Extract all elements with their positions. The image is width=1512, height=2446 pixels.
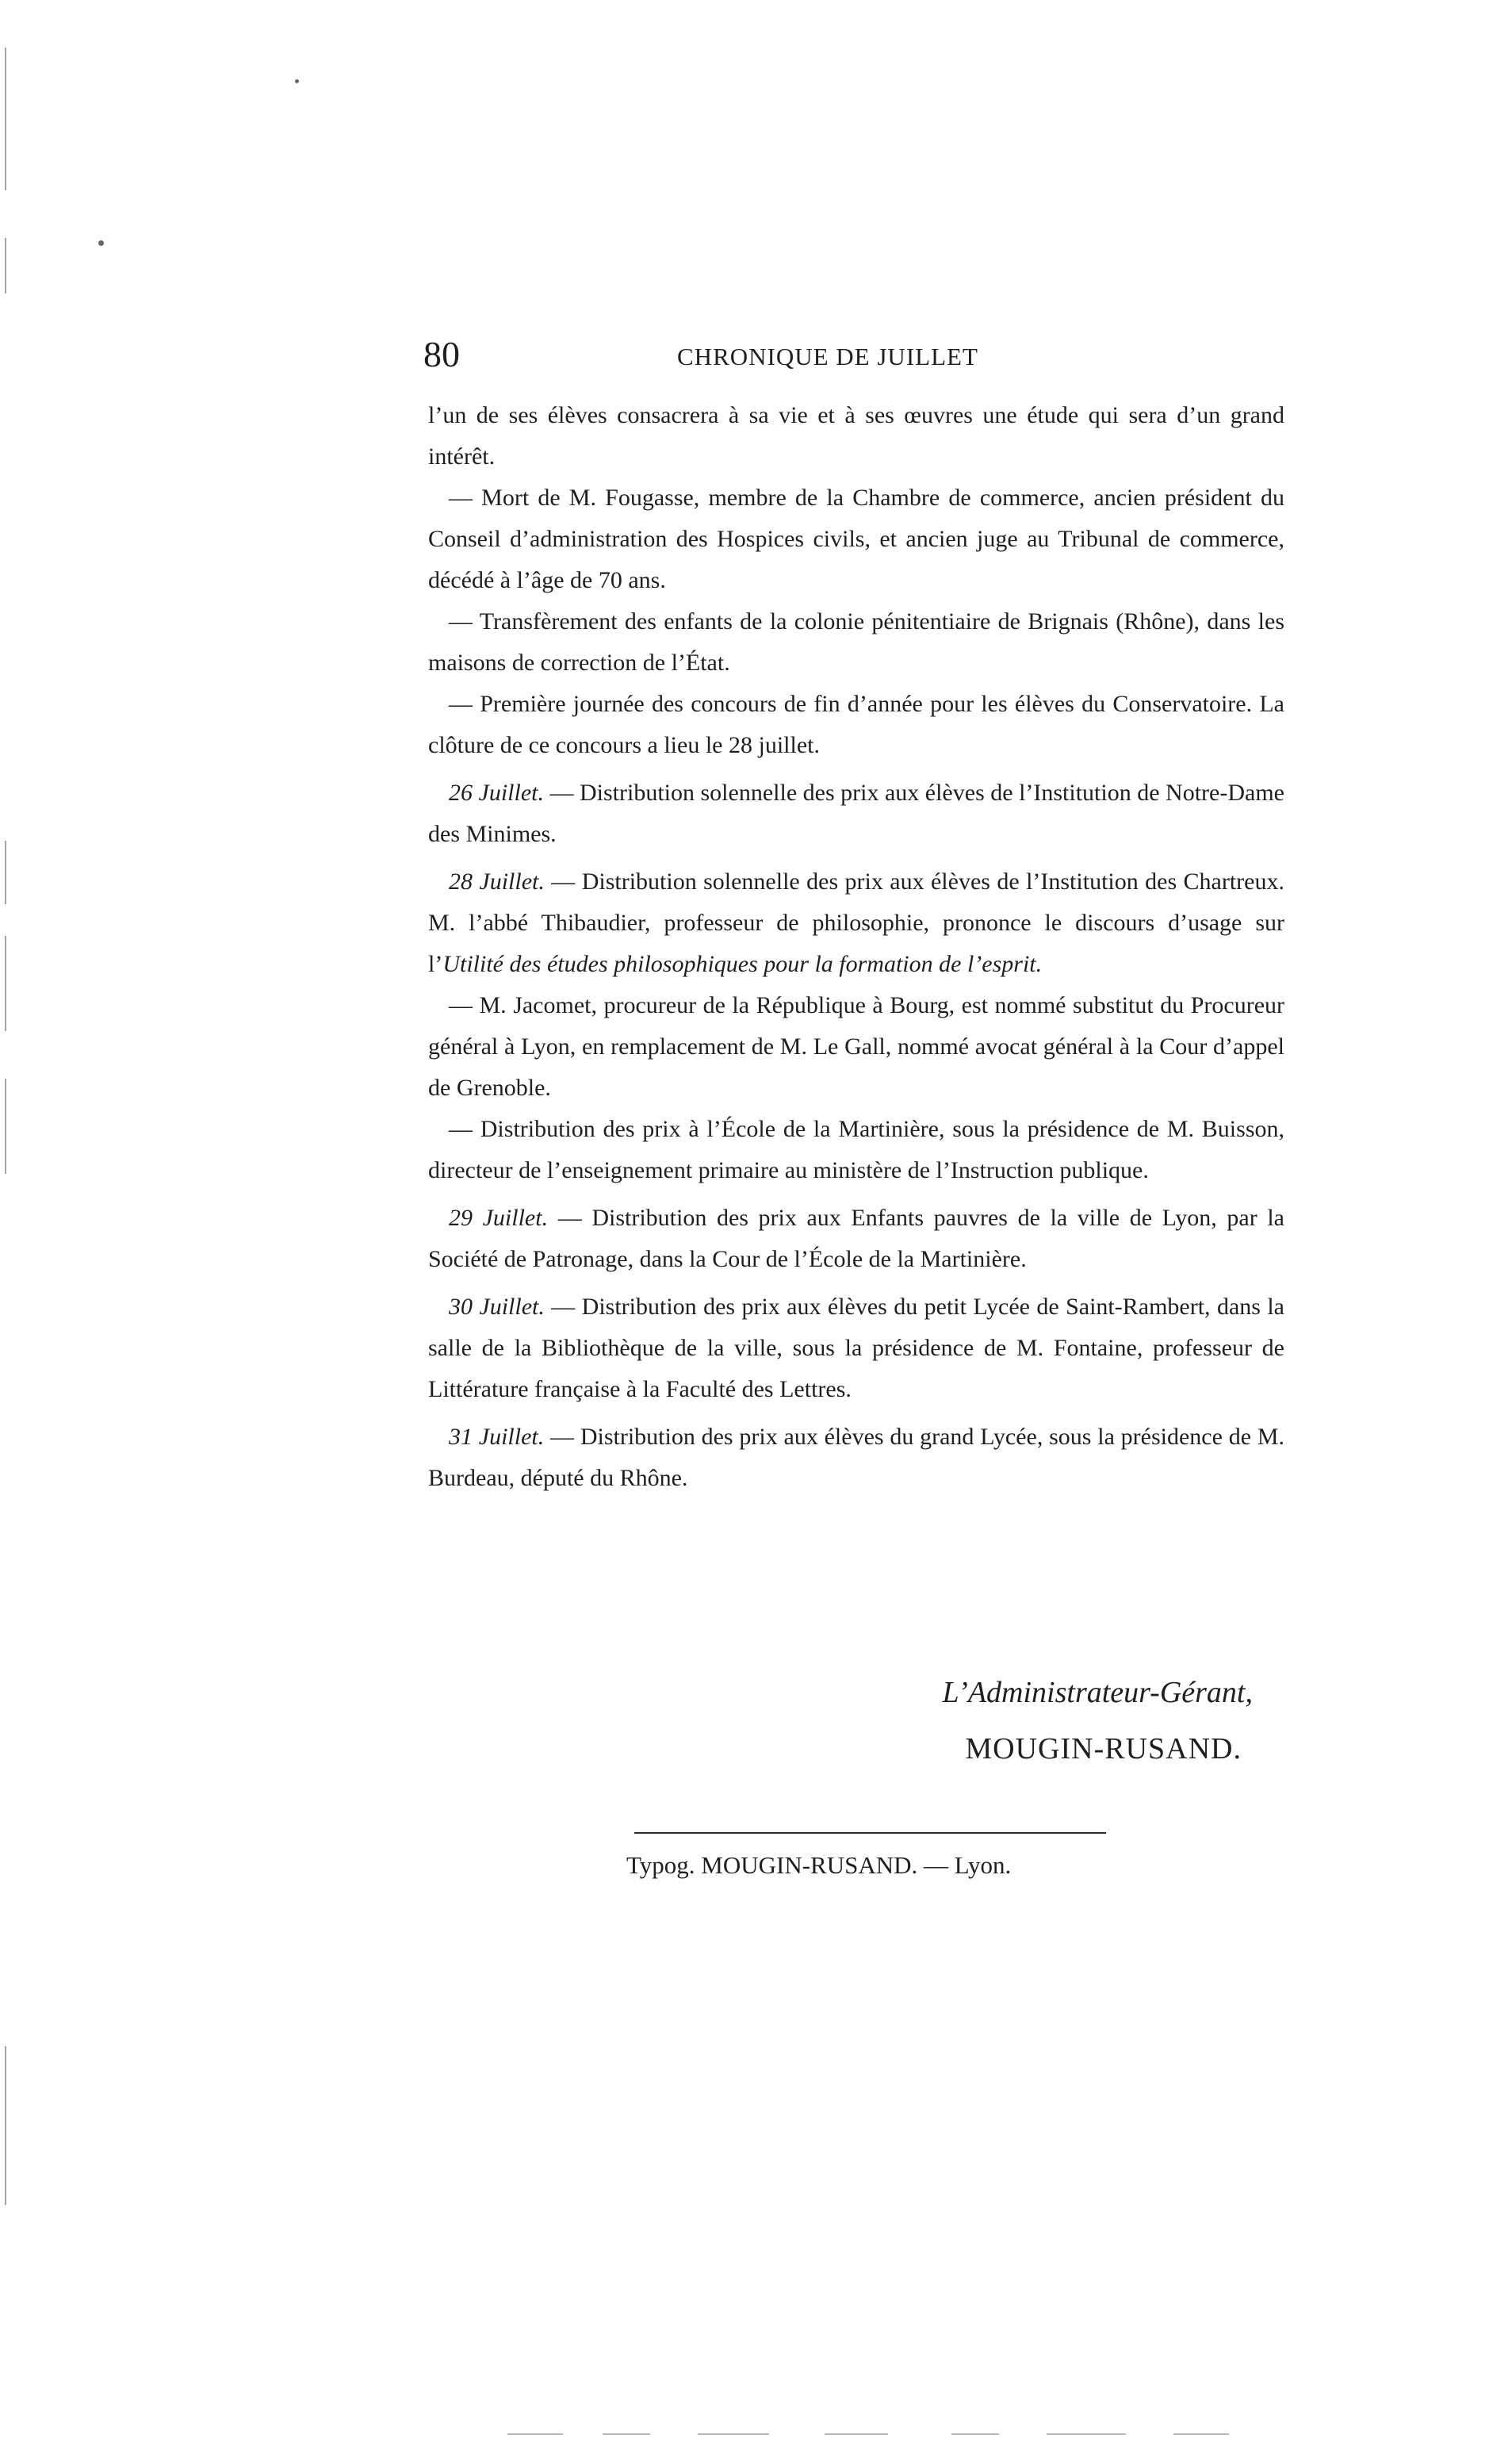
- paragraph-text: — Distribution des prix à l’École de la Martinière, sous la présidence de M. Buisson, directeur de l’enseignement primaire au ministère de l’Instruction publique.: [428, 1116, 1284, 1183]
- entry-date: 30 Juillet.: [449, 1294, 545, 1320]
- scan-edge-line: [5, 936, 6, 1031]
- paragraph-text: — Distribution des prix aux élèves du petit Lycée de Saint-Rambert, dans la salle de la Bibliothèque de la ville, sous la présidence de M. Fontaine, professeur de Littérature française à la Faculté des Lettres.: [428, 1294, 1284, 1402]
- entry-date: 28 Juillet.: [449, 868, 545, 895]
- imprint-rule: [634, 1832, 1106, 1834]
- paragraph: [428, 985, 1284, 1109]
- scan-edge-line: [5, 1079, 6, 1174]
- scan-edge-line: [5, 48, 6, 190]
- running-title: CHRONIQUE DE JUILLET: [677, 343, 978, 370]
- paragraph: [428, 395, 1284, 477]
- dated-entry: [428, 1198, 1284, 1280]
- scan-speck: [295, 79, 299, 83]
- dated-entry: [428, 1417, 1284, 1499]
- paragraph-text: — Mort de M. Fougasse, membre de la Chambre de commerce, ancien président du Conseil d’administration des Hospices civils, et ancien juge au Tribunal de commerce, décédé à l’âge de 70 ans.: [428, 485, 1284, 593]
- chronicle-text: [428, 395, 1284, 1499]
- scan-edge-line: [951, 2433, 999, 2435]
- signatory-name: MOUGIN-RUSAND.: [965, 1732, 1242, 1765]
- discourse-title: Utilité des études philosophiques pour la formation de l’esprit.: [442, 951, 1043, 977]
- paragraph-text: — Distribution des prix aux Enfants pauvres de la ville de Lyon, par la Société de Patronage, dans la Cour de l’École de la Martinière.: [428, 1205, 1284, 1272]
- paragraph-text: — Distribution des prix aux élèves du grand Lycée, sous la présidence de M. Burdeau, député du Rhône.: [428, 1424, 1284, 1491]
- printer-imprint: Typog. MOUGIN-RUSAND. — Lyon.: [626, 1851, 1012, 1879]
- scan-edge-line: [5, 238, 6, 293]
- scan-edge-line: [507, 2433, 563, 2435]
- dated-entry: [428, 1286, 1284, 1410]
- paragraph: [428, 477, 1284, 601]
- page-header: [423, 327, 1288, 382]
- scan-edge-line: [5, 2046, 6, 2205]
- dated-entry: [428, 773, 1284, 855]
- entry-date: 31 Juillet.: [449, 1424, 545, 1450]
- scan-speck: [98, 240, 104, 246]
- paragraph: [428, 1109, 1284, 1191]
- paragraph-text: — Première journée des concours de fin d’année pour les élèves du Conservatoire. La clôture de ce concours a lieu le 28 juillet.: [428, 691, 1284, 758]
- paragraph-text: — M. Jacomet, procureur de la République à Bourg, est nommé substitut du Procureur général à Lyon, en remplacement de M. Le Gall, nommé avocat général à la Cour d’appel de Grenoble.: [428, 992, 1284, 1101]
- paragraph-text: — Transfèrement des enfants de la colonie pénitentiaire de Brignais (Rhône), dans les maisons de correction de l’État.: [428, 608, 1284, 676]
- paragraph-text: l’un de ses élèves consacrera à sa vie et à ses œuvres une étude qui sera d’un grand intérêt.: [428, 402, 1284, 470]
- paragraph-text: — Distribution solennelle des prix aux élèves de l’Institution des Chartreux. M. l’abbé Thibaudier, professeur de philosophie, prononce le discours d’usage sur l’: [428, 868, 1284, 977]
- scan-edge-line: [1047, 2433, 1126, 2435]
- scan-edge-line: [1173, 2433, 1229, 2435]
- scan-edge-line: [603, 2433, 650, 2435]
- scan-edge-line: [825, 2433, 888, 2435]
- page-number: 80: [423, 334, 460, 374]
- paragraph: [428, 601, 1284, 684]
- dated-entry: [428, 861, 1284, 985]
- entry-date: 26 Juillet.: [449, 780, 544, 806]
- scan-edge-line: [698, 2433, 769, 2435]
- scan-edge-line: [5, 841, 6, 904]
- paragraph-text: — Distribution solennelle des prix aux élèves de l’Institution de Notre-Dame des Minimes.: [428, 780, 1284, 847]
- entry-date: 29 Juillet.: [449, 1205, 549, 1231]
- paragraph: [428, 684, 1284, 766]
- signatory-role: L’Administrateur-Gérant,: [942, 1676, 1253, 1709]
- signature-block: [825, 1669, 1269, 1777]
